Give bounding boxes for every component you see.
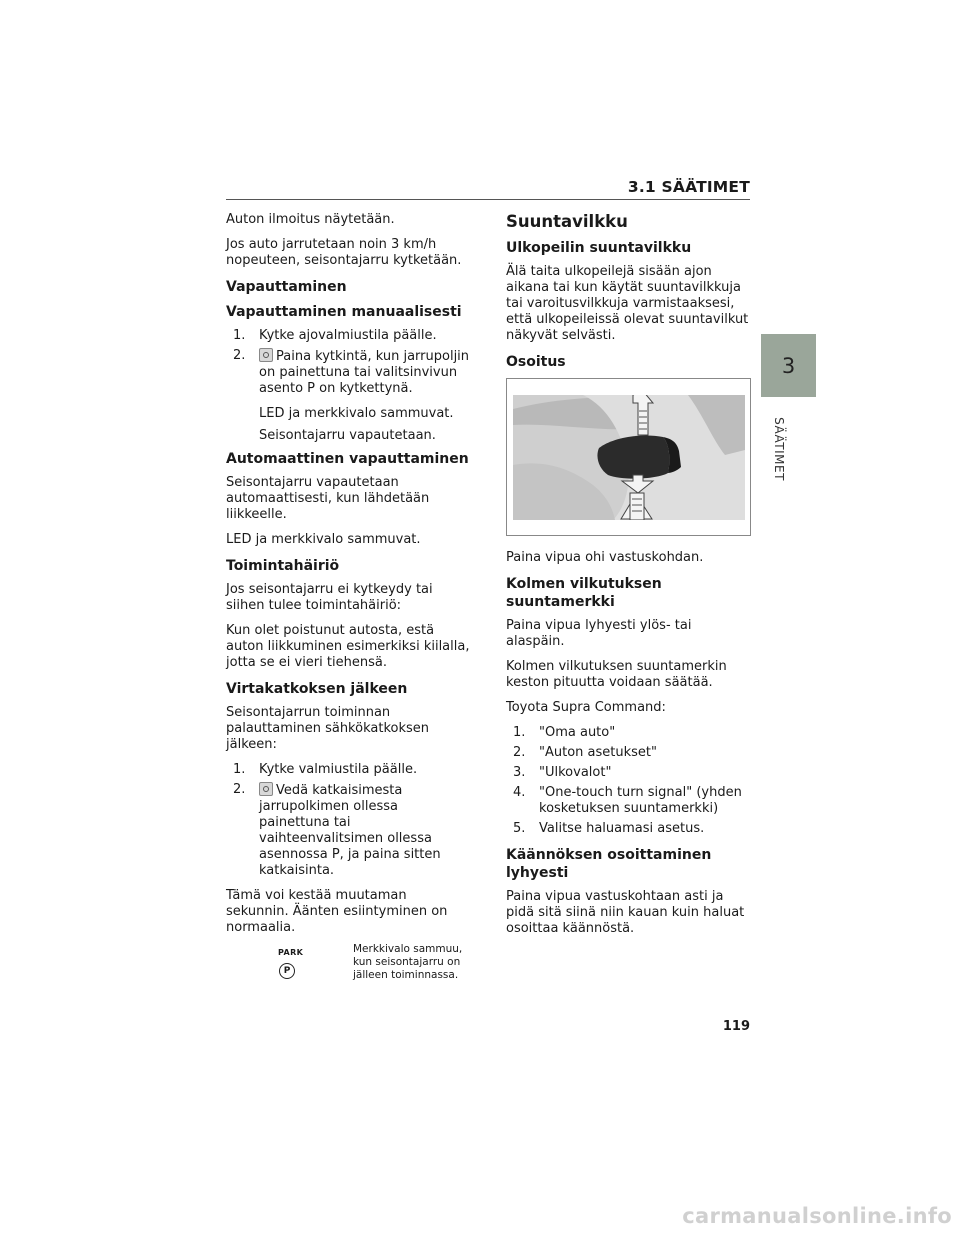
section-heading: Kolmen vilkutuksen suuntamerkki [506, 576, 662, 610]
left-column [226, 212, 471, 1005]
chapter-tab [761, 334, 816, 397]
step-number: 1. [233, 762, 246, 777]
power-steps-list [226, 762, 471, 879]
step-number: 2. [233, 348, 246, 363]
section-header: 3.1 SÄÄTIMET [627, 178, 750, 196]
paragraph: Jos seisontajarru ei kytkeydy tai siihen tulee toimintahäiriö: [226, 582, 433, 613]
paragraph: Kolmen vilkutuksen suuntamerkin keston pituutta voidaan säätää. [506, 659, 727, 690]
paragraph: Paina vipua ohi vastuskohdan. [506, 550, 704, 565]
watermark: carmanualsonline.info [682, 1204, 952, 1228]
step-text: Valitse haluamasi asetus. [539, 821, 705, 836]
list-item [513, 821, 752, 837]
step-text: "Auton asetukset" [539, 745, 657, 760]
parking-brake-switch-icon [259, 348, 273, 362]
list-item [513, 765, 752, 781]
step-number: 5. [513, 821, 526, 836]
step-text: "Oma auto" [539, 725, 616, 740]
parking-brake-switch-icon [259, 782, 273, 796]
paragraph: Jos auto jarrutetaan noin 3 km/h nopeuteen, seisontajarru kytketään. [226, 237, 462, 268]
step-number: 1. [233, 328, 246, 343]
paragraph: Kun olet poistunut autosta, estä auton liikkuminen esimerkiksi kiilalla, jotta se ei vieri tiehensä. [226, 623, 470, 670]
header-divider [226, 199, 750, 200]
step-number: 1. [513, 725, 526, 740]
step-number: 3. [513, 765, 526, 780]
step-number: 2. [513, 745, 526, 760]
chapter-number: 3 [781, 353, 796, 378]
paragraph: Toyota Supra Command: [506, 700, 666, 715]
step-text: Vedä katkaisimesta jarrupolkimen ollessa painettuna tai vaihteenvalitsimen ollessa asennossa P, ja paina sitten katkaisinta. [259, 783, 441, 878]
sub-note: LED ja merkkivalo sammuvat. [259, 406, 454, 421]
sub-note: Seisontajarru vapautetaan. [259, 428, 436, 443]
section-heading: Toimintahäiriö [226, 558, 340, 574]
list-item [233, 782, 471, 879]
section-heading: Osoitus [506, 354, 566, 370]
right-column [506, 212, 752, 946]
paragraph: Älä taita ulkopeilejä sisään ajon aikana tai kun käytät suuntavilkkuja tai varoitusvilkkuja varmistaaksesi, että ulkopeileissä olevat suuntavilkut näkyvät selvästi. [506, 264, 749, 343]
step-text: Paina kytkintä, kun jarrupoljin on painettuna tai valitsinvivun asento P on kytkettynä. [259, 349, 470, 396]
step-number: 4. [513, 785, 526, 800]
park-icon-letter: P [279, 963, 295, 979]
list-item [233, 762, 471, 778]
section-title: Suuntavilkku [506, 212, 628, 231]
step-text: Kytke ajovalmiustila päälle. [259, 328, 437, 343]
step-text: "One-touch turn signal" (yhden kosketuksen suuntamerkki) [539, 785, 742, 816]
section-heading: Vapauttaminen [226, 279, 347, 295]
step-text: Kytke valmiustila päälle. [259, 762, 418, 777]
list-item [233, 328, 471, 344]
paragraph: Seisontajarrun toiminnan palauttaminen sähkökatkoksen jälkeen: [226, 705, 429, 752]
section-heading: Ulkopeilin suuntavilkku [506, 240, 692, 256]
chapter-label: SÄÄTIMET [772, 417, 786, 481]
list-item [513, 785, 752, 817]
manual-steps-list [226, 328, 471, 397]
section-heading: Virtakatkoksen jälkeen [226, 681, 408, 697]
park-icon-label: PARK [278, 948, 304, 957]
paragraph: Paina vipua lyhyesti ylös- tai alaspäin. [506, 618, 692, 649]
section-heading: Käännöksen osoittaminen lyhyesti [506, 847, 712, 881]
step-text: "Ulkovalot" [539, 765, 612, 780]
section-heading: Vapauttaminen manuaalisesti [226, 304, 462, 320]
chapter-side-label [763, 404, 795, 494]
step-number: 2. [233, 782, 246, 797]
paragraph: LED ja merkkivalo sammuvat. [226, 532, 421, 547]
section-heading: Automaattinen vapauttaminen [226, 451, 469, 467]
park-indicator-note [226, 945, 471, 1005]
paragraph: Paina vipua vastuskohtaan asti ja pidä sitä siinä niin kauan kuin haluat osoittaa käännöstä. [506, 889, 745, 936]
list-item [513, 725, 752, 741]
paragraph: Auton ilmoitus näytetään. [226, 212, 395, 227]
supra-command-steps [506, 725, 752, 837]
list-item [233, 348, 471, 397]
park-caption: Merkkivalo sammuu, kun seisontajarru on jälleen toiminnassa. [353, 943, 463, 981]
page-number: 119 [722, 1019, 750, 1034]
paragraph: Tämä voi kestää muutaman sekunnin. Äänten esiintyminen on normaalia. [226, 888, 448, 935]
turn-signal-lever-figure [506, 378, 751, 536]
list-item [513, 745, 752, 761]
paragraph: Seisontajarru vapautetaan automaattisesti, kun lähdetään liikkeelle. [226, 475, 430, 522]
park-indicator-icon [278, 945, 304, 976]
lever-illustration [513, 395, 745, 520]
